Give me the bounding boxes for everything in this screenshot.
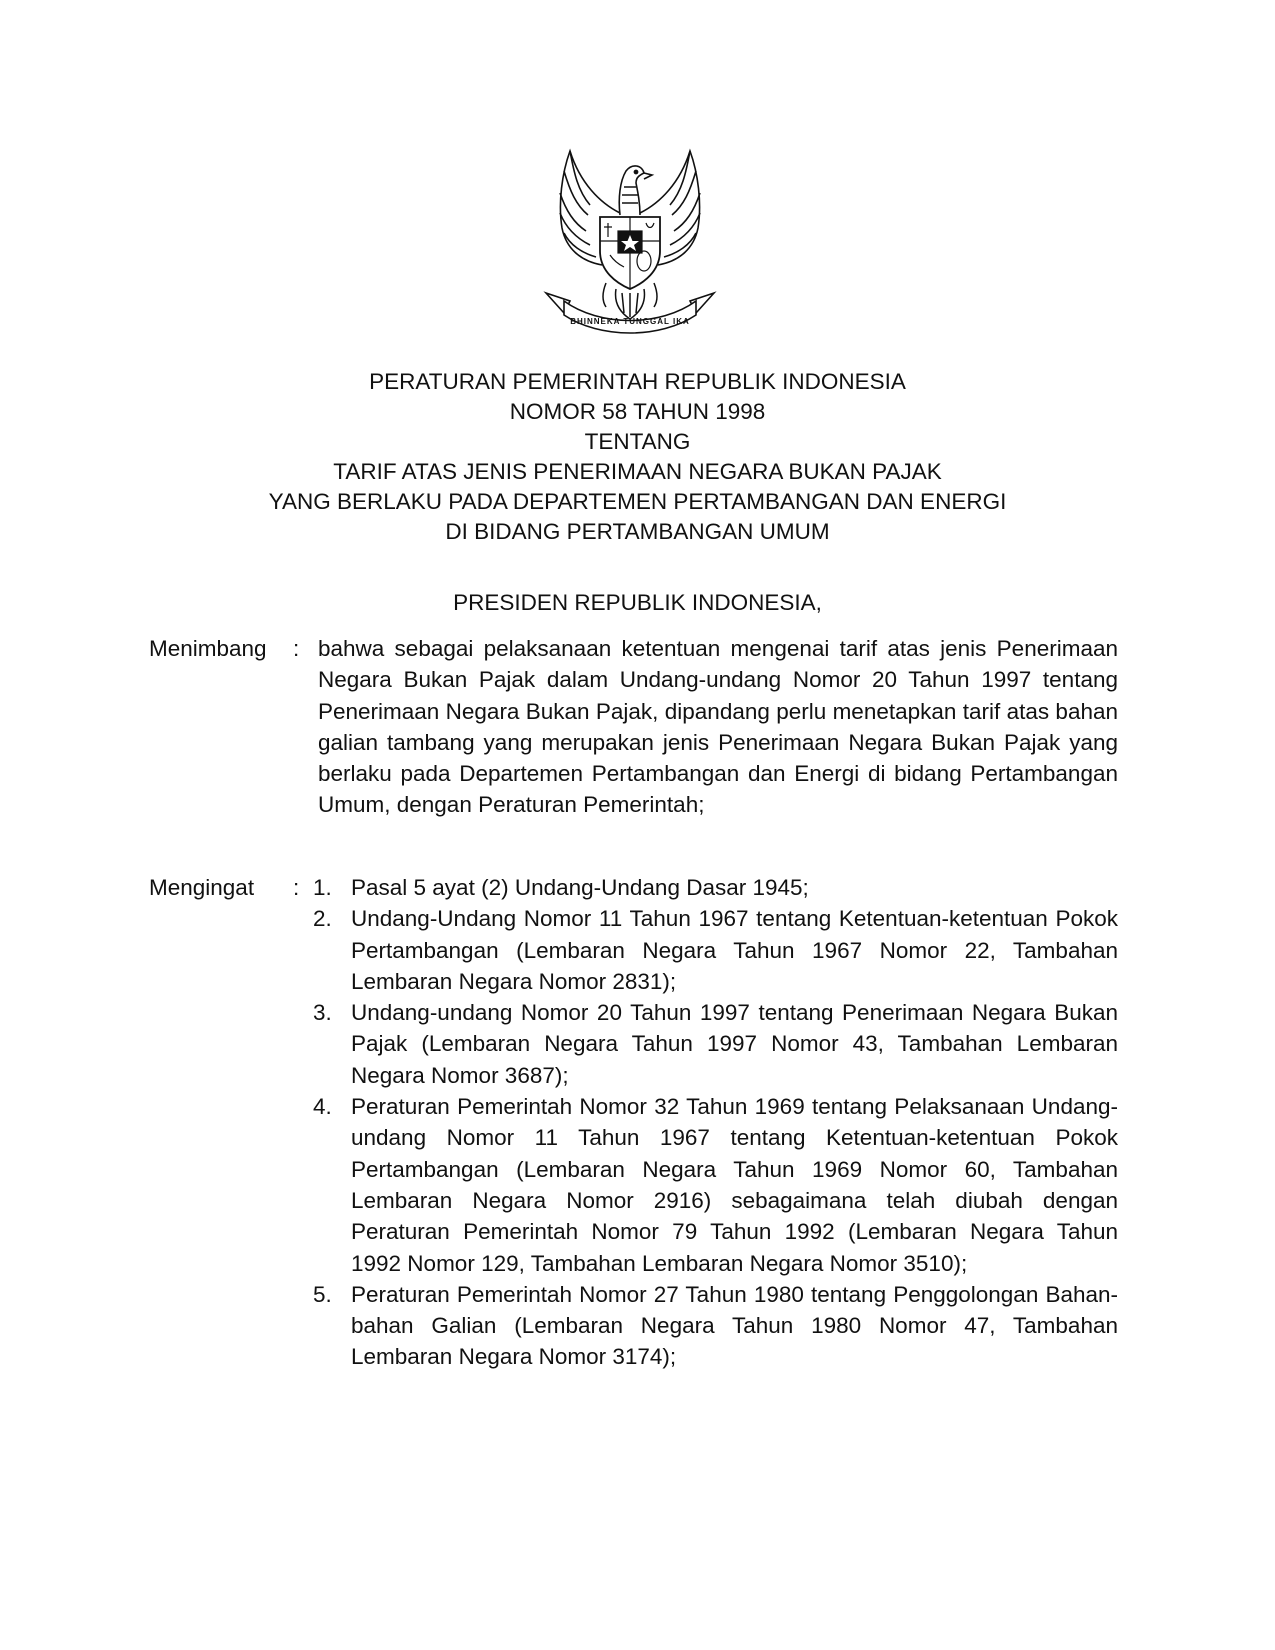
list-item-text: Undang-Undang Nomor 11 Tahun 1967 tentang Ketentuan-ketentuan Pokok Pertambangan (Lembaran Negara Tahun 1967 Nomor 22, Tambahan Lembaran Negara Nomor 2831); (351, 906, 1118, 994)
subject-line: TARIF ATAS JENIS PENERIMAAN NEGARA BUKAN PAJAK (333, 459, 942, 484)
list-item-number: 5. (313, 1281, 332, 1307)
garuda-pancasila-icon (540, 143, 720, 338)
mengingat-colon: : (293, 875, 300, 900)
mengingat-list (313, 872, 1118, 1373)
list-item-number: 2. (313, 906, 332, 932)
list-item (313, 872, 1118, 903)
mengingat-label: Mengingat (149, 875, 255, 900)
menimbang-label: Menimbang (149, 636, 267, 661)
list-item (313, 1279, 1118, 1373)
regulation-number: NOMOR 58 TAHUN 1998 (509, 399, 766, 424)
document-title (200, 367, 1075, 547)
menimbang-text: bahwa sebagai pelaksanaan ketentuan mengenai tarif atas jenis Penerimaan Negara Bukan Pajak dalam Undang-undang Nomor 20 Tahun 1997 tentang Penerimaan Negara Bukan Pajak, dipandang perlu menetapkan tarif atas bahan galian tambang yang merupakan jenis Penerimaan Negara Bukan Pajak yang berlaku pada Departemen Pertambangan dan Energi di bidang Pertambangan Umum, dengan Peraturan Pemerintah; (318, 636, 1118, 818)
list-item-number: 3. (313, 1000, 332, 1026)
list-item (313, 903, 1118, 997)
list-item-text: Undang-undang Nomor 20 Tahun 1997 tentang Penerimaan Negara Bukan Pajak (Lembaran Negara Tahun 1997 Nomor 43, Tambahan Lembaran Negara Nomor 3687); (351, 1000, 1118, 1088)
svg-text:BHINNEKA TUNGGAL IKA: BHINNEKA TUNGGAL IKA (570, 317, 690, 326)
list-item (313, 997, 1118, 1091)
list-item-text: Peraturan Pemerintah Nomor 27 Tahun 1980 tentang Penggolongan Bahan-bahan Galian (Lembaran Negara Tahun 1980 Nomor 47, Tambahan Lembaran Negara Nomor 3174); (351, 1281, 1118, 1370)
list-item-number: 4. (313, 1094, 332, 1120)
list-item-number: 1. (313, 875, 332, 900)
title-line: TENTANG (584, 429, 691, 454)
list-item-text: Pasal 5 ayat (2) Undang-Undang Dasar 1945; (351, 875, 809, 900)
menimbang-colon: : (293, 636, 300, 661)
list-item-text: Peraturan Pemerintah Nomor 32 Tahun 1969 tentang Pelaksanaan Undang-undang Nomor 11 Tahun 1967 tentang Ketentuan-ketentuan Pokok Pertambangan (Lembaran Negara Tahun 1969 Nomor 60, Tambahan Lembaran Negara Nomor 2916) sebagaimana telah diubah dengan Peraturan Pemerintah Nomor 79 Tahun 1992 (Lembaran Negara Tahun 1992 Nomor 129, Tambahan Lembaran Negara Nomor 3510); (351, 1094, 1118, 1276)
subject-line: DI BIDANG PERTAMBANGAN UMUM (445, 519, 830, 544)
subject-line: YANG BERLAKU PADA DEPARTEMEN PERTAMBANGAN DAN ENERGI (268, 489, 1007, 514)
president-heading: PRESIDEN REPUBLIK INDONESIA, (453, 590, 822, 615)
title-line: PERATURAN PEMERINTAH REPUBLIK INDONESIA (369, 369, 906, 394)
list-item (313, 1091, 1118, 1279)
